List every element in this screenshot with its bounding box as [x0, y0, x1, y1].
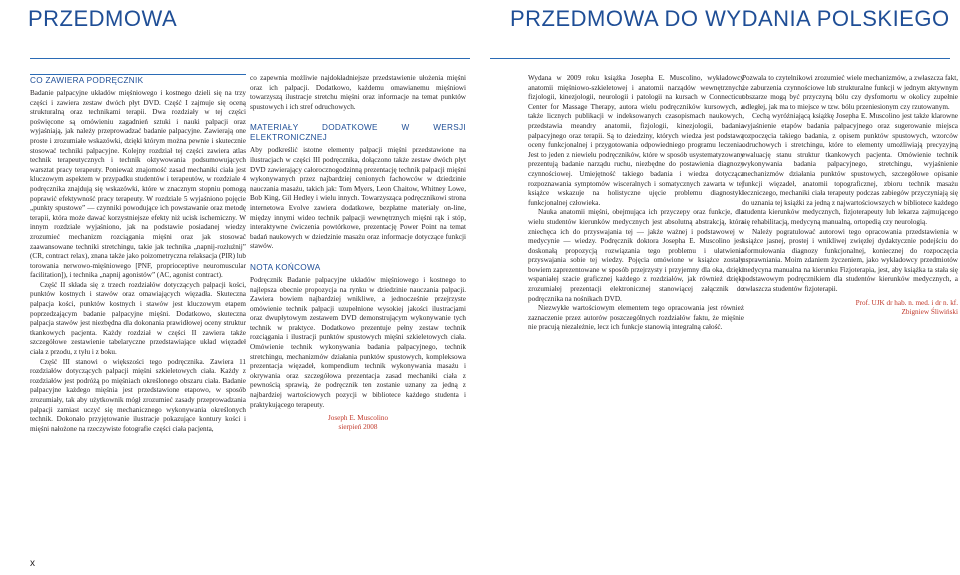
author-signature: Joseph E. Muscolino: [327, 414, 389, 423]
paragraph: Część II składa się z trzech rozdziałów dotyczących palpacji kości, punktów kostnych i stawów oraz omawiających więzadła. Skuteczna palpacja kości, punktów kostnych i stawów jest kluczowym etapem poprzedzającym badanie palpacyjne mięśni. Dodatkowo, skuteczna palpacja stawów jest niezbędna dla dokonania prawidłowej oceny struktur tkankowych pacjenta. Każdy rozdział w części II zawiera także szczegółowe zestawienie tabelaryczne przedstawiające układ więzadeł ciała z przodu, z tyłu i z boku.: [30, 280, 246, 357]
page-title: PRZEDMOWA: [28, 6, 178, 31]
paragraph: Część III stanowi o większości tego podręcznika. Zawiera 11 rozdziałów dotyczących palpacji mięśni szkieletowych ciała. Każdy z rozdziałów jest podróżą po mięśniach określonego obszaru ciała. Badanie palpacyjne każdego mięśnia jest przedstawione etapowo, w sposób zrozumiały, tak aby użytkownik mógł zrozumieć zasady przeprowadzania palpacji zamiast uczyć się mechanicznego wykonywania określonych technik. Dokonało przyjętowanie ilustracje pokazujące kontury kości i mięśni nałożone na rzeczywiste fotografie części ciała pacjenta,: [30, 357, 246, 433]
section-heading-materials: MATERIAŁY DODATKOWE W WERSJI ELEKTRONICZNEJ: [250, 123, 466, 143]
author-signature-name: Zbigniew Śliwiński: [901, 307, 958, 316]
column-3: [528, 74, 744, 514]
paragraph: Aby podkreślić istotne elementy palpacji mięśni przedstawione na ilustracjach w części III podręcznika, dołączono także zestaw dwóch płyt DVD zawierający całorocznogodzinną prezentację technik palpacji mięśni wykonywanych przez najbardziej cenionych fachowców w dziedzinie nauczania masażu, takich jak: Tom Myers, Leon Chaitow, Whitney Lowe, Bob King, Gil Hedley i wielu innych. Towarzysząca podręcznikowi strona internetowa Evolve zawiera dodatkowe, bezpłatne materiały on-line, między innymi wideo technik palpacji wewnętrznych mięśni rąk i stóp, interaktywne ćwiczenia powtórkowe, prezentację Power Point na temat badań naukowych w dziedzinie masażu oraz informacje dotyczące funkcji stawów.: [250, 146, 466, 251]
right-page: [490, 0, 960, 575]
page-number: x: [30, 558, 35, 569]
left-page: [0, 0, 470, 575]
signature-date: sierpień 2008: [338, 423, 378, 432]
paragraph: Wydana w 2009 roku książka Josepha E. Muscolino, wykładowcy anatomii mięśniowo-szkieletowej i anatomii narządów wewnętrznych, fizjologii, kinezjologii, neurologii i patologii na kursach w Connecticut Center for Massage Therapy, autora wielu podręczników kursowych, a także licznych publikacji w indeksowanych czasopismach naukowych, przedstawia meandry anatomii, fizjologii, kinezjologii, badania palpacyjnego oraz terapii. Są to dziedziny, których wiedza jest podstawą oceny funkcjonalnej i przygotowania odpowiedniego programu leczenia. Jest to jeden z niewielu podręczników, które w sposób usystematyzowany prezentują badanie narządu ruchu, niezbędne do postawienia diagnozy czynnościowej. Umiejętność takiego badania i wiedza dotycząca rozpoznawania symptomów wisceralnych i somatycznych zawarta w tej książce wskazuje na holistyczne ujęcie problemu diagnostyki funkcjonalnej człowieka.: [528, 74, 744, 207]
paragraph: Podręcznik Badanie palpacyjne układów mięśniowego i kostnego to najlepsza obecnie propozycja na rynku w dziedzinie nauczania palpacji. Zawiera bowiem najbardziej wnikliwe, a jednocześnie przejrzyste omówienie technik palpacji uzupełnione wysokiej jakości ilustracjami oraz dwupłytowym zestawem DVD demonstrującym wykonywanie tych technik w praktyce. Dodatkowo prezentuje pełny zestaw technik rozciągania i ilustracji punktów spustowych mięśni szkieletowych ciała. Omówienie technik wykonywania badania palpacyjnego, technik stretchingu, mechanizmów działania punktów spustowych, kompleksowa prezentacja więzadeł, kompendium technik wykonywania masażu i okrywania oraz szczegółowa prezentacja zasad mechaniki ciała z pewnością sprawią, że podręcznik ten zostanie uznany za jedną z najbardziej wartościowych pozycji w bibliotece każdego studenta i praktykującego terapeuty.: [250, 275, 466, 409]
paragraph: Niezwykłe wartościowym elementem tego opracowania jest również zaznaczenie przez autorów poszczególnych rozdziałów faktu, że mięśnie nie pracują niezależnie, lecz ich funkcje stanowią integralną całość.: [528, 304, 744, 332]
column-2: [250, 74, 466, 514]
column-4: [742, 74, 958, 514]
paragraph: Cechą wyróżniającą książkę Josepha E. Muscolino jest także klarowne wyjaśnienie etapów badania palpacyjnego oraz sugerowanie miejsca rozpoczęcia takiego badania, z opisem punktów spustowych, wzorców odruchowych i stretchingu, które to elementy umożliwiają precyzyjną ewaluację stanu struktur tkankowych pacjenta. Omówienie technik wykonywania badania palpacyjnego, stretchingu, wyjaśnienie mechanizmów działania punktów spustowych, szczegółowe opisanie funkcji więzadeł, anatomii topograficznej, zbioru technik masażu leczniczego, mechaniki ciała terapeuty podczas zabiegów przyczyniają się do uznania tej książki za jedną z najwartościowszych w bibliotece każdego studenta kierunków medycznych, fizjoterapeuty lub lekarza zajmującego się rehabilitacją, medycyną manualną, ortopedią czy neurologią.: [742, 112, 958, 226]
paragraph: Należy pogratulować autorowi tego opracowania przedstawienia w książce jasnej, prostej i wnikliwej zwięzłej dydaktycznie podejściu do sformułowania diagnozy funkcjonalnej, koniecznej do rozpoczęcia usprawniania. Moim zdaniem życzeniem, jako wykładowcy przedmiotów medycyna manualna na kierunku Fizjoterapia, jest, aby książka ta stała się podstawowym podręcznikiem dla studentów kierunków medycznych, a zwłaszcza studentów fizjoterapii.: [742, 227, 958, 294]
author-signature: Prof. UJK dr hab. n. med. i dr n. kf.: [855, 298, 958, 307]
page-title: PRZEDMOWA DO WYDANIA POLSKIEGO: [510, 6, 950, 31]
title-rule: [30, 58, 470, 59]
section-heading-end-note: NOTA KOŃCOWA: [250, 262, 321, 272]
paragraph: Badanie palpacyjne układów mięśniowego i kostnego dzieli się na trzy części i zawiera zestaw dwóch płyt DVD. Część I zajmuje się oceną strukturalną oraz technikami terapii. Dwa rozdziały w tej części poświęcone są omówieniu zagadnień sztuki i nauki palpacji oraz wyjaśniają, jak należy przeprowadzać badanie palpacyjne. Zawierają one proste i zrozumiałe wskazówki, dzięki którym można pewnie i skutecznie stosować techniki palpacyjne. Kolejny rozdział tej części zawiera atlas technik terapeutycznych i technik oktywowania podsumowujących warsztat pracy terapeuty. Ponieważ znajomość zasad mechaniki ciała jest kluczowym aspektem w przypadku studentów i terapeutów, w rozdziale 4 podręcznika znajdują się wskazówki, które w znacznym stopniu pomogą poprawić efektywność pracy terapeuty. W rozdziale 5 wyjaśniono pojęcie „punkty spustowe” — czynniki powodujące ich powstawanie oraz metodę terapii, która może dawać korzystniejsze efekty niż ucisk ischemiczny. W innym rozdziale wyjaśniono, jak na podstawie posiadanej wiedzy zrozumieć mechanizm rozciągania mięśni oraz jak stosować zaawansowane techniki stretchingu, takie jak technika „napnij-rozluźnij” (CR, contract relax), znana także jako poizometryczna relaksacja (PIR) lub torowania nerwowo-mięśniowego [PNF, proprioceptive neuromuscular facilitation]), i technika „napnij agonistów” (AC, agonist contract).: [30, 89, 246, 280]
paragraph: co zapewnia możliwie najdokładniejsze przedstawienie ułożenia mięśni oraz ich palpacji. Dodatkowo, każdemu omawianemu mięśniowi towarzyszą ilustracje stretchu mięśni oraz informacje na temat punktów spustowych i ich stref odruchowych.: [250, 74, 466, 111]
paragraph: Pozwala to czytelnikowi zrozumieć wiele mechanizmów, a zwłaszcza fakt, że zaburzenia czynnościowe lub strukturalne funkcji w jednym aktywnym obszarze mogą być przyczyną bólu czy dysfomortu w okolicy zupełnie odległej, jak ma to miejsce w tzw. bólu przeniesionym czy rzutowanym.: [742, 74, 958, 111]
section-heading-contents: CO ZAWIERA PODRĘCZNIK: [30, 74, 246, 86]
column-1: [30, 74, 246, 514]
paragraph: Nauka anatomii mięśni, obejmująca ich przyczepy oraz funkcje, dla wielu studentów kierunków medycznych jest absolutną abstrakcją, która zniechęca ich do przyswajania tej — jakże ważnej i podstawowej w medycynie — wiedzy. Podręcznik doktora Josepha E. Muscolino jest doskonałą propozycją rozwiązania tego problemu i ułatwienia przyswajania sobie tej wiedzy. Pojęcia omówione w książce zostały bowiem zaprezentowane w sposób przejrzysty i przyjemny dla oka, dzięki wspaniałej szacie graficznej każdego z rozdziałów, jak również dzięki zrozumiałej prezentacji elektronicznej stanowiącej załącznik do podręcznika na nośnikach DVD.: [528, 208, 744, 303]
title-rule: [490, 58, 950, 59]
